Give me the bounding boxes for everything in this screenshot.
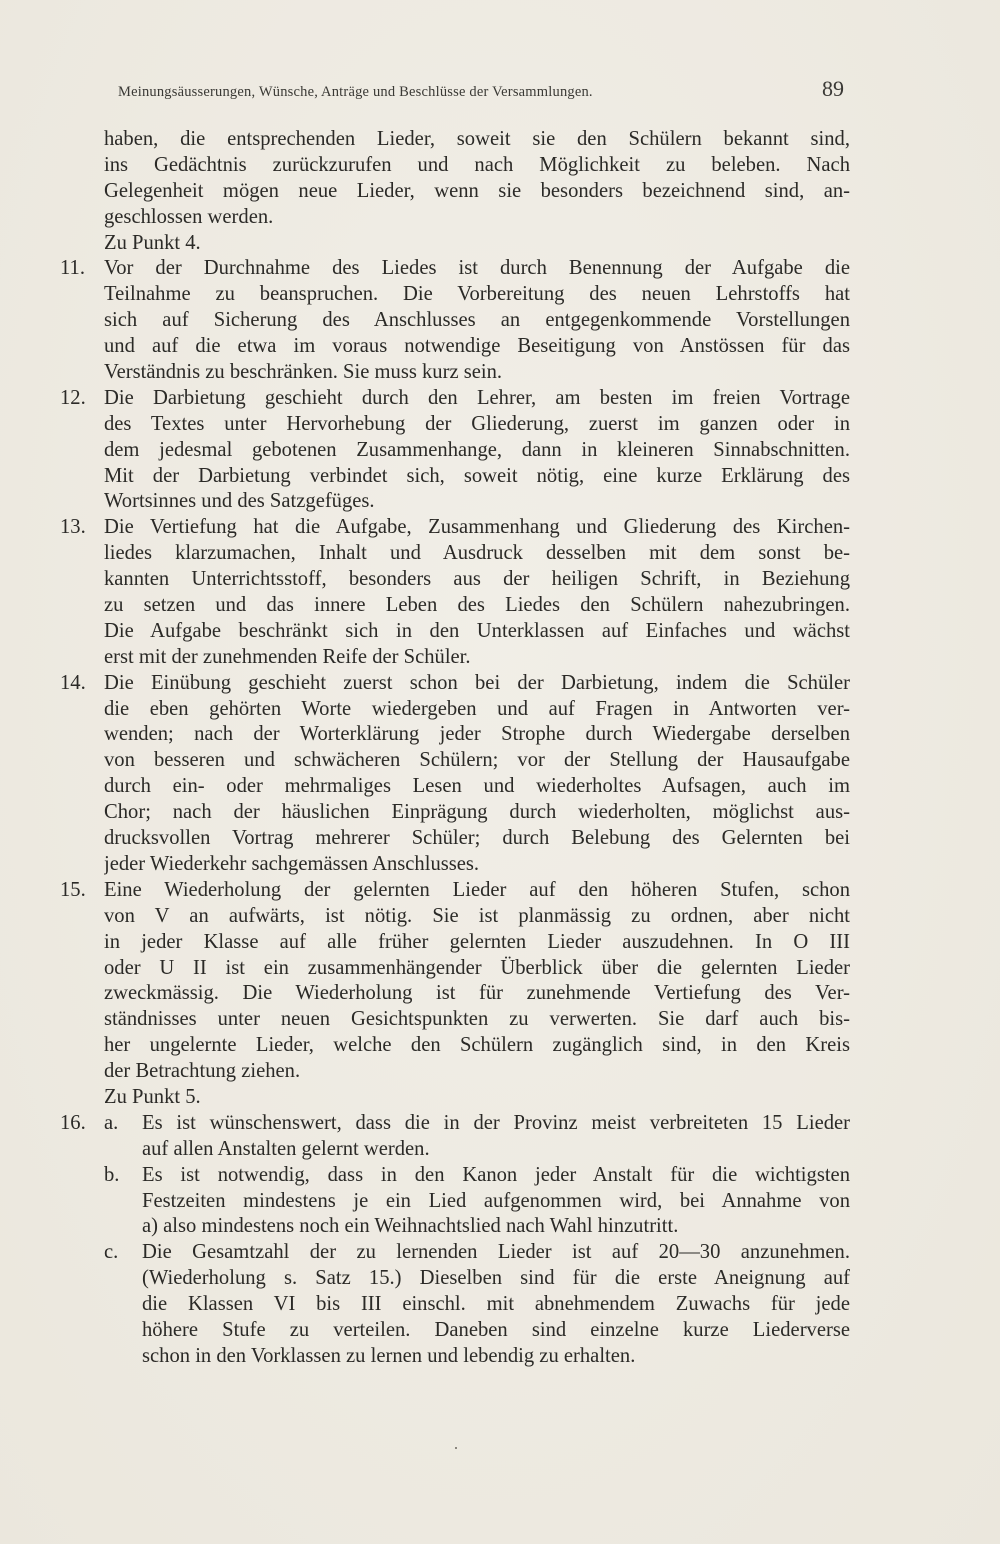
paragraph-number: 14.	[60, 671, 86, 694]
line-text: auf allen Anstalten gelernt werden.	[142, 1137, 430, 1160]
line-text: zu setzen und das innere Leben des Liedes den Schülern nahezubringen.	[104, 594, 850, 617]
text-line	[60, 722, 850, 748]
line-text: Gelegenheit mögen neue Lieder, wenn sie besonders bezeichnend sind, an-	[104, 179, 850, 202]
text-line	[60, 904, 850, 930]
paragraph-14-line	[60, 671, 850, 697]
line-text: ins Gedächtnis zurückzurufen und nach Möglichkeit zu beleben. Nach	[104, 153, 850, 176]
item-letter: a.	[104, 1111, 119, 1134]
text-line	[60, 308, 850, 334]
paragraph-number: 11.	[60, 257, 85, 280]
text-line	[60, 282, 850, 308]
text-line	[60, 1214, 850, 1240]
text-line	[60, 1344, 850, 1370]
line-text: Teilnahme zu beanspruchen. Die Vorbereitung des neuen Lehrstoffs hat	[104, 283, 850, 306]
line-text: oder U II ist ein zusammenhängender Überblick über die gelernten Lieder	[104, 956, 850, 979]
line-text: in jeder Klasse auf alle früher gelernten Lieder auszudehnen. In O III	[104, 930, 850, 953]
line-text: Verständnis zu beschränken. Sie muss kurz sein.	[104, 361, 503, 384]
line-text: jeder Wiederkehr sachgemässen Anschlusses.	[104, 852, 480, 875]
text-line	[60, 1137, 850, 1163]
page-header	[118, 76, 850, 102]
text-line	[60, 697, 850, 723]
text-line	[60, 1292, 850, 1318]
line-text: geschlossen werden.	[104, 205, 274, 228]
line-text: Vor der Durchnahme des Liedes ist durch Benennung der Aufgabe die	[104, 257, 850, 280]
text-line	[60, 826, 850, 852]
line-text: zweckmässig. Die Wiederholung ist für zunehmende Vertiefung des Ver-	[104, 982, 850, 1005]
text-line	[60, 800, 850, 826]
item-letter: c.	[104, 1241, 119, 1264]
text-line	[60, 1059, 850, 1085]
text-line	[60, 981, 850, 1007]
line-text: Mit der Darbietung verbindet sich, soweit nötig, eine kurze Erklärung des	[104, 464, 850, 487]
paper-speck	[455, 1447, 457, 1449]
line-text: haben, die entsprechenden Lieder, soweit sie den Schülern bekannt sind,	[104, 128, 850, 150]
line-text: der Betrachtung ziehen.	[104, 1060, 301, 1083]
line-text: erst mit der zunehmenden Reife der Schüler.	[104, 645, 471, 668]
paragraph-11-line	[60, 256, 850, 282]
line-text: Wortsinnes und des Satzgefüges.	[104, 490, 375, 513]
text-line	[60, 1318, 850, 1344]
text-line	[60, 774, 850, 800]
line-text: (Wiederholung s. Satz 15.) Dieselben sind für die erste Aneignung auf	[142, 1267, 850, 1290]
paragraph-16-line	[60, 1111, 850, 1137]
text-line	[60, 205, 850, 231]
text-line	[60, 956, 850, 982]
line-text: des Textes unter Hervorhebung der Gliederung, zuerst im ganzen oder in	[104, 412, 850, 435]
line-text: Die Vertiefung hat die Aufgabe, Zusammenhang und Gliederung des Kirchen-	[104, 516, 850, 539]
line-text: Eine Wiederholung der gelernten Lieder auf den höheren Stufen, schon	[104, 878, 850, 901]
line-text: und auf die etwa im voraus notwendige Beseitigung von Anstössen für das	[104, 335, 850, 358]
text-line	[60, 567, 850, 593]
running-head: Meinungsäusserungen, Wünsche, Anträge und Beschlüsse der Versammlungen.	[118, 84, 593, 100]
paragraph-15-line	[60, 878, 850, 904]
paragraph-number: 12.	[60, 386, 86, 409]
text-line	[60, 593, 850, 619]
section-heading	[60, 1085, 850, 1111]
line-text: die eben gehörten Worte wiedergeben und auf Fragen in Antworten ver-	[104, 697, 850, 720]
text-line	[60, 1266, 850, 1292]
line-text: ständnisses unter neuen Gesichtspunkten zu verwerten. Sie darf auch bis-	[104, 1008, 850, 1031]
text-line	[60, 619, 850, 645]
text-line	[60, 360, 850, 386]
text-line	[60, 930, 850, 956]
text-line	[60, 852, 850, 878]
text-line	[60, 1007, 850, 1033]
page-number: 89	[822, 76, 844, 101]
item-c-line	[60, 1240, 850, 1266]
line-text: von V an aufwärts, ist nötig. Sie ist planmässig zu ordnen, aber nicht	[104, 904, 850, 927]
line-text: Die Darbietung geschieht durch den Lehrer, am besten im freien Vortrage	[104, 386, 850, 409]
line-text: von besseren und schwächeren Schülern; vor der Stellung der Hausaufgabe	[104, 749, 850, 772]
line-text: schon in den Vorklassen zu lernen und lebendig zu erhalten.	[142, 1344, 636, 1367]
text-line	[60, 748, 850, 774]
line-text: kannten Unterrichtsstoff, besonders aus der heiligen Schrift, in Beziehung	[104, 568, 850, 591]
paragraph-number: 15.	[60, 878, 86, 901]
line-text: durch ein- oder mehrmaliges Lesen und wiederholtes Aufsagen, auch im	[104, 775, 850, 798]
text-line	[60, 541, 850, 567]
line-text: höhere Stufe zu verteilen. Daneben sind einzelne kurze Liederverse	[142, 1318, 850, 1341]
line-text: liedes klarzumachen, Inhalt und Ausdruck desselben mit dem sonst be-	[104, 542, 850, 565]
line-text: Festzeiten mindestens je ein Lied aufgenommen wird, bei Annahme von	[142, 1189, 850, 1212]
text-line	[60, 334, 850, 360]
line-text: Es ist notwendig, dass in den Kanon jeder Anstalt für die wichtigsten	[142, 1163, 850, 1186]
paragraph-number: 16.	[60, 1111, 86, 1134]
line-text: a) also mindestens noch ein Weihnachtslied nach Wahl hinzutritt.	[142, 1215, 679, 1238]
line-text: dem jedesmal gebotenen Zusammenhange, dann in kleineren Sinnabschnitten.	[104, 438, 850, 461]
item-letter: b.	[104, 1163, 120, 1186]
line-text: her ungelernte Lieder, welche den Schülern zugänglich sind, in den Kreis	[104, 1034, 850, 1057]
text-line	[60, 489, 850, 515]
paragraph-number: 13.	[60, 516, 86, 539]
text-line	[60, 645, 850, 671]
line-text: Chor; nach der häuslichen Einprägung durch wiederholten, möglichst aus-	[104, 801, 850, 824]
text-line	[60, 1189, 850, 1215]
paragraph-13-line	[60, 515, 850, 541]
section-heading	[60, 231, 850, 257]
line-text: die Klassen VI bis III einschl. mit abnehmendem Zuwachs für jede	[142, 1293, 850, 1316]
line-text: Es ist wünschenswert, dass die in der Provinz meist verbreiteten 15 Lieder	[142, 1111, 850, 1134]
body-text	[60, 127, 850, 1370]
text-line	[60, 1033, 850, 1059]
heading-text: Zu Punkt 5.	[104, 1085, 201, 1108]
line-text: Die Aufgabe beschränkt sich in den Unterklassen auf Einfaches und wächst	[104, 619, 850, 642]
line-text: Die Gesamtzahl der zu lernenden Lieder ist auf 20—30 anzunehmen.	[142, 1241, 850, 1264]
paragraph-12-line	[60, 386, 850, 412]
line-text: wenden; nach der Worterklärung jeder Strophe durch Wiedergabe derselben	[104, 723, 850, 746]
text-line	[60, 464, 850, 490]
line-text: drucksvollen Vortrag mehrerer Schüler; durch Belebung des Gelernten bei	[104, 827, 850, 850]
text-line	[60, 438, 850, 464]
text-line	[60, 153, 850, 179]
text-line	[60, 127, 850, 153]
line-text: sich auf Sicherung des Anschlusses an entgegenkommende Vorstellungen	[104, 309, 850, 332]
text-line	[60, 412, 850, 438]
heading-text: Zu Punkt 4.	[104, 231, 201, 254]
item-b-line	[60, 1163, 850, 1189]
text-line	[60, 179, 850, 205]
line-text: Die Einübung geschieht zuerst schon bei der Darbietung, indem die Schüler	[104, 671, 850, 694]
